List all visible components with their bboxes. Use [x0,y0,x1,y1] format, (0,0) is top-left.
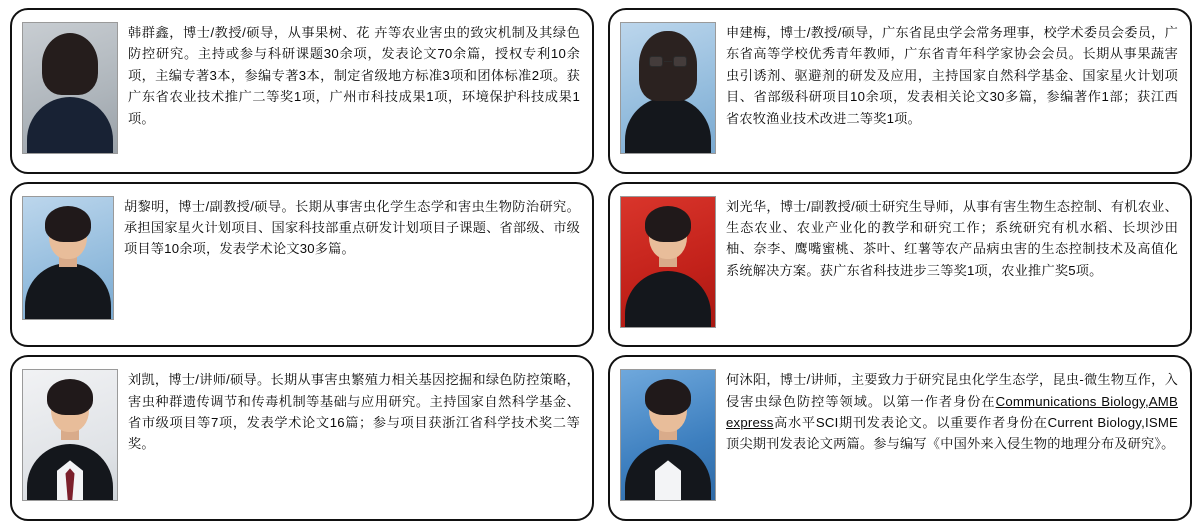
portrait-han-qunxin [22,22,118,154]
profiles-grid [10,8,1192,521]
bio-text-shen-jianmei: 申建梅，博士/教授/硕导，广东省昆虫学会常务理事，校学术委员会委员，广东省高等学校优秀青年教师，广东省青年科学家协会会员。长期从事果蔬害虫引诱剂、驱避剂的研发及应用，主持国家自然科学基金、国家星火计划项目、省部级科研项目10余项，发表相关论文30多篇，参编著作1部；获江西省农牧渔业技术改进二等奖1项。 [726,25,1178,126]
bio-text-liu-kai: 刘凯，博士/讲师/硕导。长期从事害虫繁殖力相关基因挖掘和绿色防控策略，害虫种群遗传调节和传毒机制等基础与应用研究。主持国家自然科学基金、省市级项目等7项，发表学术论文16篇；参与项目获浙江省科学技术奖二等奖。 [128,372,580,452]
profile-card-shen-jianmei [608,8,1192,174]
profile-card-liu-kai [10,355,594,521]
portrait-liu-kai [22,369,118,501]
bio-text-hu-liming: 胡黎明，博士/副教授/硕导。长期从事害虫化学生态学和害虫生物防治研究。承担国家星火计划项目、国家科技部重点研发计划项目子课题、省部级、市级项目等10余项，发表学术论文30多篇。 [124,198,580,257]
profile-card-han-qunxin [10,8,594,174]
portrait-shen-jianmei [620,22,716,154]
portrait-liu-guanghua [620,196,716,328]
bio-text-liu-guanghua: 刘光华，博士/副教授/硕士研究生导师，从事有害生物生态控制、有机农业、生态农业、农业产业化的教学和研究工作；系统研究有机水稻、长坝沙田柚、奈李、鹰嘴蜜桃、茶叶、红薯等农产品病虫害的生态控制技术及高值化系统解决方案。获广东省科技进步三等奖1项，农业推广奖5项。 [726,198,1178,278]
bio-segment-journals: Communications Biology,AMB express [726,393,1178,431]
portrait-hu-liming [22,196,114,320]
bio-text-han-qunxin: 韩群鑫，博士/教授/硕导，从事果树、花 卉等农业害虫的致灾机制及其绿色防控研究。主持或参与科研课题30余项，发表论文70余篇，授权专利10余项，主编专著3本，参编专著3本，制定省级地方标准3项和团体标准2项。获广东省农业技术推广二等奖1项，广州市科技成果1项，环境保护科技成果1项。 [128,25,580,126]
bio-segment-plain-2: 高水平SCI期刊发表论文。以重要作者身份在Current Biology,ISME顶尖期刊发表论文两篇。参与编写《中国外来入侵生物的地理分布及研究》。 [726,415,1178,452]
bio-text-he-muyang [726,367,1178,455]
profile-card-hu-liming [10,182,594,348]
profile-card-he-muyang [608,355,1192,521]
profile-card-liu-guanghua [608,182,1192,348]
bio-segment-plain-1: 何沐阳，博士/讲师，主要致力于研究昆虫化学生态学，昆虫-微生物互作，入侵害虫绿色防控等领域。以第一作者身份在 [726,372,1178,409]
portrait-he-muyang [620,369,716,501]
